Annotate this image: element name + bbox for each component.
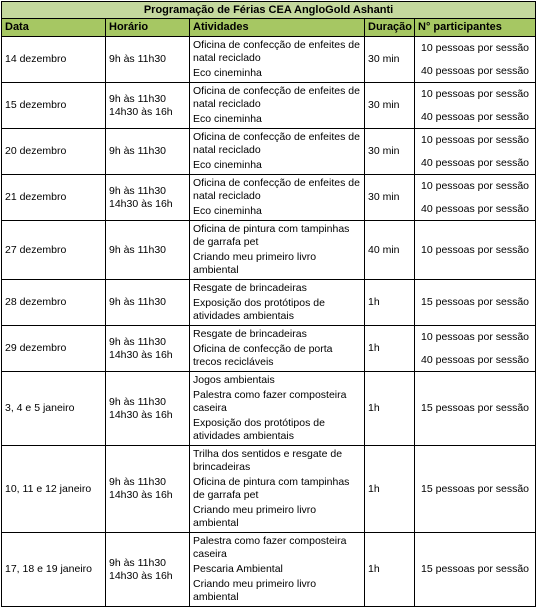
participants-count: 10 pessoas por sessão [421, 330, 530, 343]
cell-date: 17, 18 e 19 janeiro [2, 533, 106, 607]
cell-time [106, 175, 190, 221]
cell-activities [190, 533, 365, 607]
time-slot: 9h às 11h30 [109, 335, 167, 348]
cell-participants [415, 83, 536, 129]
cell-time [106, 83, 190, 129]
cell-activities [190, 280, 365, 326]
participants-count: 40 pessoas por sessão [421, 353, 530, 366]
cell-activities [190, 221, 365, 280]
time-slot: 9h às 11h30 [109, 92, 167, 105]
activity-item: Eco cineminha [193, 159, 262, 171]
cell-activities [190, 175, 365, 221]
participants-count: 40 pessoas por sessão [421, 110, 530, 123]
cell-date: 27 dezembro [2, 221, 106, 280]
table-row [2, 129, 536, 175]
cell-time [106, 129, 190, 175]
table-row [2, 83, 536, 129]
cell-duration: 1h [365, 533, 415, 607]
cell-activities [190, 372, 365, 446]
schedule-rows [2, 37, 536, 607]
cell-time [106, 446, 190, 533]
activity-item: Palestra como fazer composteira caseira [193, 389, 347, 414]
activity-item: Pescaria Ambiental [193, 563, 283, 575]
cell-time [106, 326, 190, 372]
cell-participants [415, 280, 536, 326]
activity-item: Oficina de confecção de porta trecos recicláveis [193, 343, 333, 368]
time-slot: 9h às 11h30 [109, 184, 167, 197]
schedule-table [1, 1, 536, 607]
cell-duration: 1h [365, 446, 415, 533]
cell-activities [190, 37, 365, 83]
table-row [2, 221, 536, 280]
cell-activities [190, 129, 365, 175]
activity-item: Oficina de confecção de enfeites de natal reciclado [193, 131, 360, 156]
time-slot: 14h30 às 16h [109, 197, 173, 210]
cell-duration: 40 min [365, 221, 415, 280]
cell-date: 10, 11 e 12 janeiro [2, 446, 106, 533]
cell-date: 14 dezembro [2, 37, 106, 83]
header-participants: N° participantes [415, 19, 536, 37]
cell-participants [415, 221, 536, 280]
time-slot: 9h às 11h30 [109, 395, 167, 408]
table-row [2, 446, 536, 533]
cell-participants [415, 326, 536, 372]
participants-count: 15 pessoas por sessão [421, 402, 530, 414]
activity-item: Trilha dos sentidos e resgate de brincadeiras [193, 448, 343, 473]
cell-duration: 30 min [365, 175, 415, 221]
cell-participants [415, 37, 536, 83]
cell-date: 28 dezembro [2, 280, 106, 326]
cell-participants [415, 533, 536, 607]
activity-item: Oficina de pintura com tampinhas de garrafa pet [193, 223, 350, 248]
time-slot: 9h às 11h30 [109, 243, 167, 256]
activity-item: Jogos ambientais [193, 374, 275, 386]
activity-item: Oficina de pintura com tampinhas de garrafa pet [193, 476, 350, 501]
time-slot: 14h30 às 16h [109, 489, 173, 501]
cell-activities [190, 326, 365, 372]
cell-activities [190, 446, 365, 533]
activity-item: Resgate de brincadeiras [193, 282, 307, 294]
cell-duration: 30 min [365, 37, 415, 83]
table-row [2, 326, 536, 372]
cell-activities [190, 83, 365, 129]
time-slot: 9h às 11h30 [109, 53, 167, 65]
time-slot: 14h30 às 16h [109, 105, 173, 118]
activity-item: Eco cineminha [193, 67, 262, 79]
time-slot: 14h30 às 16h [109, 569, 173, 582]
table-row [2, 280, 536, 326]
time-slot: 9h às 11h30 [109, 296, 167, 308]
participants-count: 40 pessoas por sessão [421, 64, 530, 77]
cell-date: 21 dezembro [2, 175, 106, 221]
header-row [2, 19, 536, 37]
cell-date: 20 dezembro [2, 129, 106, 175]
cell-time [106, 221, 190, 280]
cell-date: 3, 4 e 5 janeiro [2, 372, 106, 446]
participants-count: 10 pessoas por sessão [421, 41, 530, 54]
cell-time [106, 280, 190, 326]
cell-duration: 1h [365, 372, 415, 446]
table-row [2, 533, 536, 607]
cell-participants [415, 372, 536, 446]
cell-time [106, 37, 190, 83]
cell-time [106, 372, 190, 446]
time-slot: 14h30 às 16h [109, 348, 173, 361]
participants-count: 10 pessoas por sessão [421, 243, 530, 256]
table-row [2, 37, 536, 83]
table-title: Programação de Férias CEA AngloGold Ashanti [2, 2, 536, 19]
activity-item: Eco cineminha [193, 205, 262, 217]
cell-participants [415, 446, 536, 533]
time-slot: 9h às 11h30 [109, 476, 167, 488]
header-duration: Duração [365, 19, 415, 37]
activity-item: Oficina de confecção de enfeites de natal reciclado [193, 177, 360, 202]
cell-date: 29 dezembro [2, 326, 106, 372]
cell-time [106, 533, 190, 607]
participants-count: 10 pessoas por sessão [421, 87, 530, 100]
activity-item: Exposição dos protótipos de atividades ambientais [193, 417, 325, 442]
cell-participants [415, 129, 536, 175]
participants-count: 10 pessoas por sessão [421, 179, 530, 192]
header-time: Horário [106, 19, 190, 37]
cell-date: 15 dezembro [2, 83, 106, 129]
table-row [2, 372, 536, 446]
activity-item: Oficina de confecção de enfeites de natal reciclado [193, 85, 360, 110]
cell-duration: 1h [365, 326, 415, 372]
participants-count: 40 pessoas por sessão [421, 202, 530, 215]
cell-participants [415, 175, 536, 221]
activity-item: Oficina de confecção de enfeites de natal reciclado [193, 39, 360, 64]
table-row [2, 175, 536, 221]
activity-item: Exposição dos protótipos de atividades ambientais [193, 297, 325, 322]
header-activities: Atividades [190, 19, 365, 37]
activity-item: Resgate de brincadeiras [193, 328, 307, 340]
time-slot: 9h às 11h30 [109, 556, 167, 569]
cell-duration: 30 min [365, 83, 415, 129]
header-date: Data [2, 19, 106, 37]
participants-count: 40 pessoas por sessão [421, 156, 530, 169]
activity-item: Palestra como fazer composteira caseira [193, 535, 347, 560]
time-slot: 14h30 às 16h [109, 408, 173, 421]
cell-duration: 1h [365, 280, 415, 326]
title-row [2, 2, 536, 19]
activity-item: Eco cineminha [193, 113, 262, 125]
activity-item: Criando meu primeiro livro ambiental [193, 251, 317, 276]
time-slot: 9h às 11h30 [109, 145, 167, 157]
participants-count: 10 pessoas por sessão [421, 133, 530, 146]
participants-count: 15 pessoas por sessão [421, 563, 530, 575]
activity-item: Criando meu primeiro livro ambiental [193, 504, 317, 529]
cell-duration: 30 min [365, 129, 415, 175]
participants-count: 15 pessoas por sessão [421, 482, 530, 495]
participants-count: 15 pessoas por sessão [421, 296, 530, 308]
activity-item: Criando meu primeiro livro ambiental [193, 578, 317, 603]
